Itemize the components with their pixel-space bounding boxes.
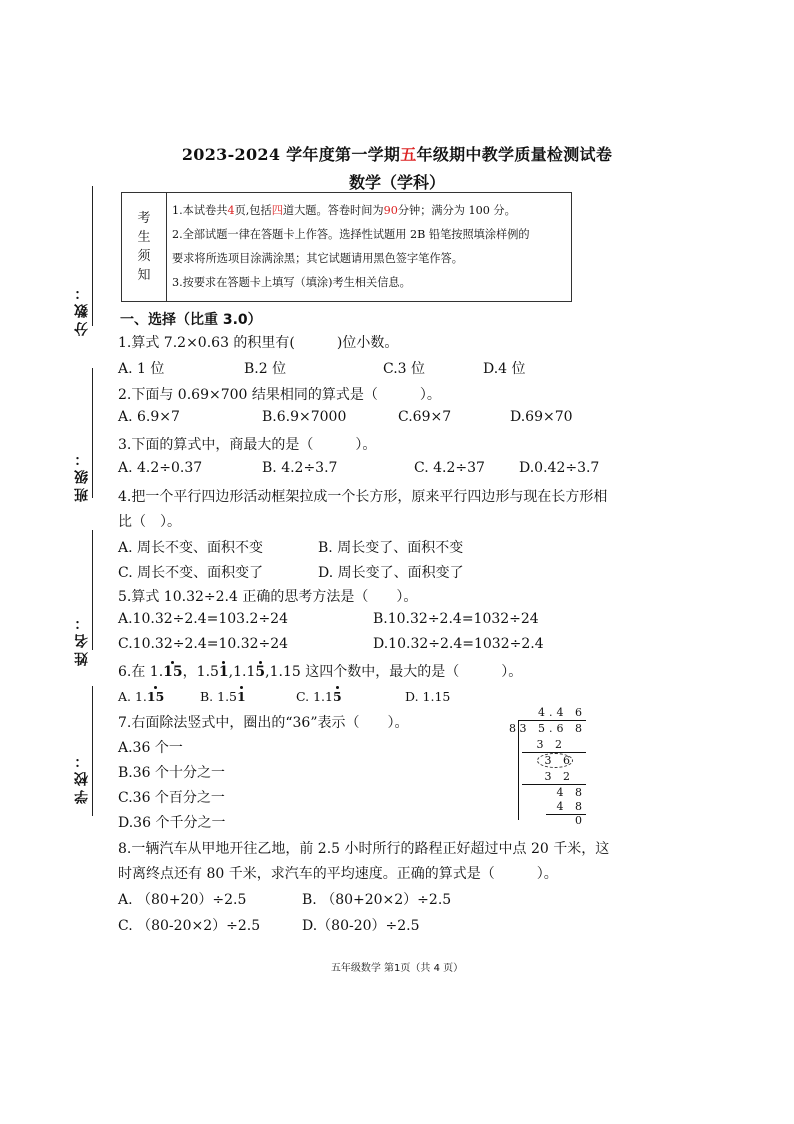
question-4-stem-line-1: 4.把一个平行四边形活动框架拉成一个长方形，原来平行四边形与现在长方形相: [118, 489, 608, 505]
question-2-option-b: B.6.9×7000: [262, 409, 347, 425]
question-6-option-a: A. 1.15: [118, 689, 165, 704]
division-step-4: 4 8: [556, 786, 586, 799]
question-1-option-a: A. 1 位: [118, 361, 165, 377]
question-1-option-d: D.4 位: [483, 361, 526, 377]
question-7-option-c: C.36 个百分之一: [118, 790, 225, 806]
question-4-option-a: A. 周长不变、面积不变: [118, 540, 264, 556]
side-label-score: 分数：: [74, 282, 90, 336]
question-3-stem: 3.下面的算式中，商最大的是（ ）。: [118, 437, 377, 453]
division-divisor: 8: [509, 722, 516, 735]
question-7-option-a: A.36 个一: [118, 740, 183, 756]
question-5-option-c: C.10.32÷2.4=10.32÷24: [118, 636, 289, 652]
question-6-stem: 6.在 1.15，1.51,1.15,1.15 这四个数中，最大的是（ ）。: [118, 664, 523, 680]
question-1-option-b: B.2 位: [244, 361, 287, 377]
question-1-option-c: C.3 位: [383, 361, 426, 377]
division-line-2: [522, 784, 586, 785]
question-6-option-b: B. 1.51: [200, 689, 246, 704]
division-step-5: 4 8: [556, 800, 586, 813]
division-quotient: 4.4 6: [538, 706, 586, 719]
question-7-stem: 7.右面除法竖式中，圈出的“36”表示（ ）。: [118, 715, 409, 731]
notice-line-1: 1.本试卷共4页,包括四道大题。答卷时间为90分钟；满分为 100 分。: [172, 204, 516, 217]
question-3-option-b: B. 4.2÷3.7: [262, 460, 338, 476]
page-footer: 五年级数学 第1页（共 4 页）: [330, 963, 464, 974]
side-divider-2: [92, 368, 93, 498]
question-2-option-a: A. 6.9×7: [118, 409, 180, 425]
side-label-name: 姓名：: [74, 612, 90, 666]
question-5-option-b: B.10.32÷2.4=1032÷24: [373, 611, 539, 627]
question-5-stem: 5.算式 10.32÷2.4 正确的思考方法是（ ）。: [118, 589, 418, 605]
question-3-option-c: C. 4.2÷37: [414, 460, 485, 476]
question-6-option-d: D. 1.15: [405, 689, 451, 704]
exam-notice-box: [121, 192, 572, 302]
section-heading: 一、选择（比重 3.0）: [120, 312, 262, 328]
notice-body: [172, 199, 567, 295]
question-6-option-c: C. 1.15: [296, 689, 342, 704]
side-label-class: 班级：: [74, 448, 90, 502]
question-3-option-d: D.0.42÷3.7: [519, 460, 600, 476]
division-top-bar: [518, 720, 586, 721]
long-division-figure: [506, 704, 596, 827]
question-8-option-a: A. （80+20）÷2.5: [118, 892, 247, 908]
question-8-option-b: B. （80+20×2）÷2.5: [302, 892, 452, 908]
question-4-stem-line-2: 比（ ）。: [118, 514, 181, 530]
question-4-option-c: C. 周长不变、面积变了: [118, 565, 264, 581]
question-8-option-c: C. （80-20×2）÷2.5: [118, 918, 261, 934]
exam-title: 2023-2024 学年度第一学期五年级期中教学质量检测试卷: [181, 145, 613, 164]
question-7-option-d: D.36 个千分之一: [118, 815, 226, 831]
question-5-option-a: A.10.32÷2.4=103.2÷24: [118, 611, 288, 627]
question-2-option-c: C.69×7: [398, 409, 452, 425]
question-5-option-d: D.10.32÷2.4=1032÷2.4: [373, 636, 544, 652]
question-4-option-d: D. 周长变了、面积变了: [318, 565, 464, 581]
question-8-stem-line-2: 时离终点还有 80 千米，求汽车的平均速度。正确的算式是（ ）。: [118, 866, 558, 882]
side-divider-3: [92, 530, 93, 650]
side-label-school: 学校：: [74, 750, 90, 804]
question-8-stem-line-1: 8.一辆汽车从甲地开往乙地，前 2.5 小时所行的路程正好超过中点 20 千米，这: [118, 841, 610, 857]
division-dividend: 3 5.6 8: [519, 722, 586, 735]
division-step-2: 3 6: [544, 754, 574, 767]
title-grade: 五: [400, 145, 417, 164]
side-divider-4: [92, 686, 93, 816]
notice-heading: 考 生 须 知: [122, 193, 167, 301]
notice-line-4: 3.按要求在答题卡上填写（填涂)考生相关信息。: [172, 276, 411, 289]
division-bracket: [518, 720, 519, 820]
question-4-option-b: B. 周长变了、面积不变: [318, 540, 464, 556]
division-remainder: 0: [575, 814, 586, 827]
question-2-stem: 2.下面与 0.69×700 结果相同的算式是（ ）。: [118, 387, 441, 403]
notice-line-3: 要求将所选项目涂满涂黑；其它试题请用黑色签字笔作答。: [172, 252, 463, 265]
side-divider-1: [92, 186, 93, 326]
question-1-stem: 1.算式 7.2×0.63 的积里有( )位小数。: [118, 335, 399, 351]
question-2-option-d: D.69×70: [510, 409, 573, 425]
question-7-option-b: B.36 个十分之一: [118, 765, 226, 781]
division-step-3: 3 2: [544, 770, 574, 783]
question-3-option-a: A. 4.2÷0.37: [118, 460, 203, 476]
question-8-option-d: D.（80-20）÷2.5: [302, 918, 420, 934]
division-step-1: 3 2: [536, 738, 566, 751]
exam-subtitle: 数学（学科）: [348, 173, 445, 192]
notice-line-2: 2.全部试题一律在答题卡上作答。选择性试题用 2B 铅笔按照填涂样例的: [172, 228, 530, 241]
